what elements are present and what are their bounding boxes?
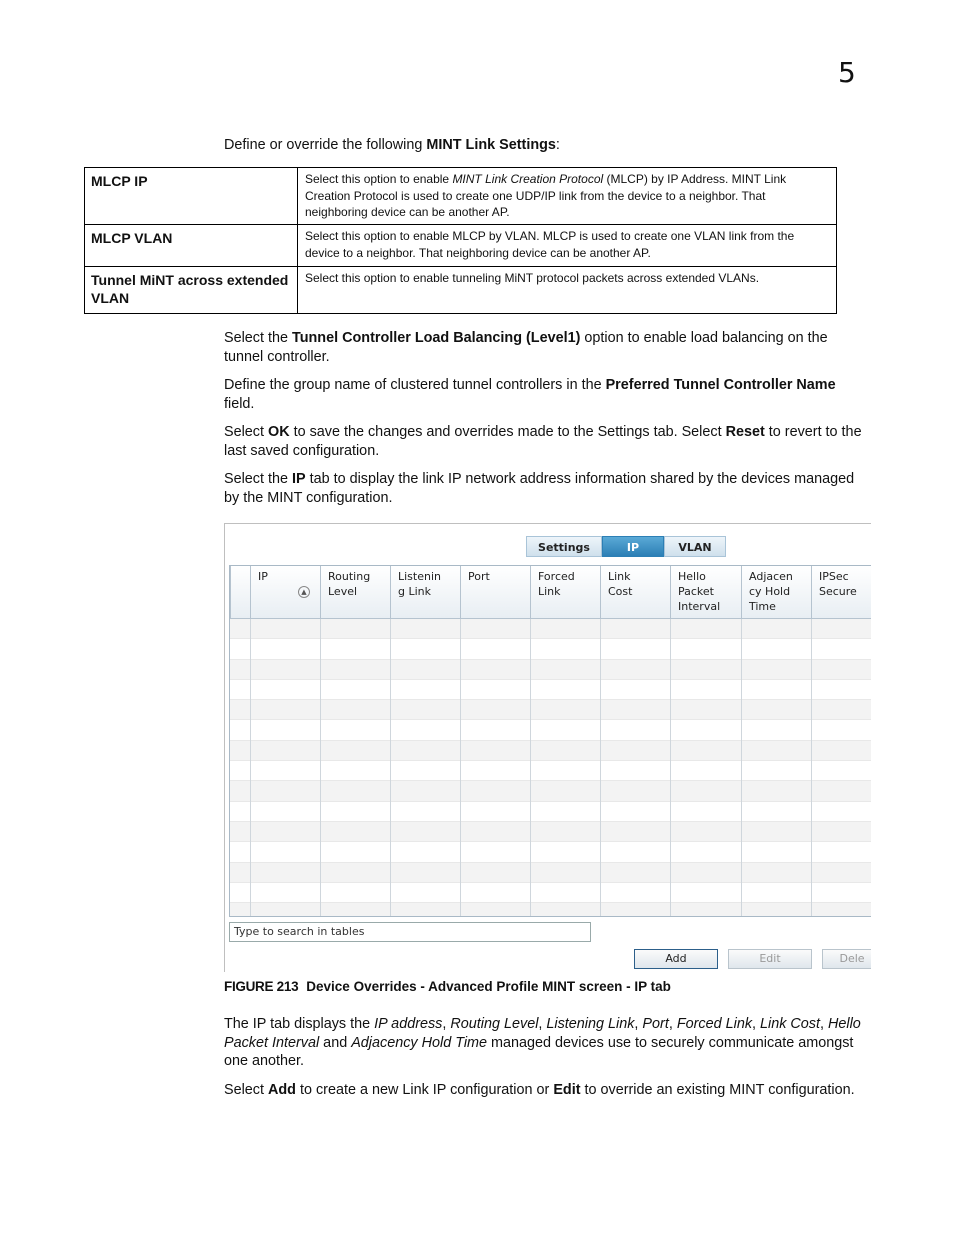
table-row [230, 761, 871, 781]
table-row [230, 842, 871, 862]
setting-description: Select this option to enable MINT Link Creation Protocol (MLCP) by IP Address. MINT Link Creation Protocol is used to create one UDP/IP link from the device to a neighbor. That neighboring device can be another AP. [298, 168, 837, 225]
column-divider [250, 619, 251, 917]
column-header-routing-level[interactable]: Routing Level [320, 566, 390, 618]
column-divider [530, 619, 531, 917]
table-row [85, 267, 837, 314]
column-header-ip[interactable]: IP ▲ [250, 566, 320, 618]
table-row [230, 883, 871, 903]
load-balancing-paragraph: Select the Tunnel Controller Load Balancing (Level1) option to enable load balancing on the tunnel controller. [224, 330, 828, 365]
intro-paragraph [224, 136, 870, 155]
table-header [230, 566, 871, 619]
table-row [230, 741, 871, 761]
tab-settings[interactable]: Settings [526, 536, 602, 557]
column-header-link-cost[interactable]: Link Cost [600, 566, 670, 618]
figure-title: Device Overrides - Advanced Profile MINT screen - IP tab [306, 979, 671, 994]
column-divider [460, 619, 461, 917]
table-row [230, 639, 871, 659]
row-selector-header [230, 566, 250, 618]
column-divider [390, 619, 391, 917]
column-header-listening-link[interactable]: Listenin g Link [390, 566, 460, 618]
table-row [230, 903, 871, 917]
chapter-number: 5 [838, 56, 856, 89]
table-row [230, 720, 871, 740]
intro-bold: MINT Link Settings [426, 137, 556, 153]
sort-ascending-icon[interactable]: ▲ [298, 586, 310, 598]
ip-tab-description-paragraph: The IP tab displays the IP address, Routing Level, Listening Link, Port, Forced Link, Link Cost, Hello Packet Interval and Adjacency Hold Time managed devices use to securely communicate amongst one another. [224, 1016, 861, 1069]
column-divider [741, 619, 742, 917]
column-divider [600, 619, 601, 917]
mint-ip-tab-screenshot [224, 523, 871, 972]
table-body [230, 619, 871, 917]
table-row [85, 168, 837, 225]
intro-text: Define or override the following [224, 137, 427, 153]
setting-description: Select this option to enable MLCP by VLAN. MLCP is used to create one VLAN link from the device to a neighbor. That neighboring device can be another AP. [298, 225, 837, 267]
group-name-paragraph: Define the group name of clustered tunnel controllers in the Preferred Tunnel Controller Name field. [224, 377, 836, 412]
setting-name: MLCP VLAN [85, 225, 298, 267]
column-divider [320, 619, 321, 917]
ok-reset-paragraph: Select OK to save the changes and overrides made to the Settings tab. Select Reset to revert to the last saved configuration. [224, 424, 862, 459]
column-header-forced-link[interactable]: Forced Link [530, 566, 600, 618]
table-row [230, 781, 871, 801]
figure-caption [224, 978, 671, 996]
column-header-port[interactable]: Port [460, 566, 530, 618]
mint-link-settings-table [84, 167, 837, 314]
add-edit-paragraph: Select Add to create a new Link IP configuration or Edit to override an existing MINT configuration. [224, 1082, 855, 1098]
ip-tab-paragraph: Select the IP tab to display the link IP network address information shared by the devices managed by the MINT configuration. [224, 471, 855, 506]
tab-bar [526, 536, 726, 557]
setting-name: Tunnel MiNT across extended VLAN [85, 267, 298, 314]
table-row [230, 660, 871, 680]
intro-suffix: : [555, 137, 560, 153]
table-row [230, 680, 871, 700]
column-divider [670, 619, 671, 917]
table-search-input[interactable]: Type to search in tables [229, 922, 591, 942]
ip-table [229, 565, 871, 917]
column-header-adjacency-hold-time[interactable]: Adjacen cy Hold Time [741, 566, 811, 618]
add-button[interactable]: Add [634, 949, 718, 969]
column-header-ipsec-secure[interactable]: IPSec Secure [811, 566, 871, 618]
table-row [230, 822, 871, 842]
table-row [230, 863, 871, 883]
table-row [85, 225, 837, 267]
table-row [230, 802, 871, 822]
table-row [230, 700, 871, 720]
column-header-hello-packet-interval[interactable]: Hello Packet Interval [670, 566, 741, 618]
column-divider [811, 619, 812, 917]
tab-ip[interactable]: IP [602, 536, 664, 557]
setting-name: MLCP IP [85, 168, 298, 225]
figure-number: FIGURE 213 [224, 979, 299, 994]
setting-description: Select this option to enable tunneling MiNT protocol packets across extended VLANs. [298, 267, 837, 314]
table-row [230, 619, 871, 639]
edit-button[interactable]: Edit [728, 949, 812, 969]
delete-button[interactable]: Dele [822, 949, 871, 969]
tab-vlan[interactable]: VLAN [664, 536, 726, 557]
